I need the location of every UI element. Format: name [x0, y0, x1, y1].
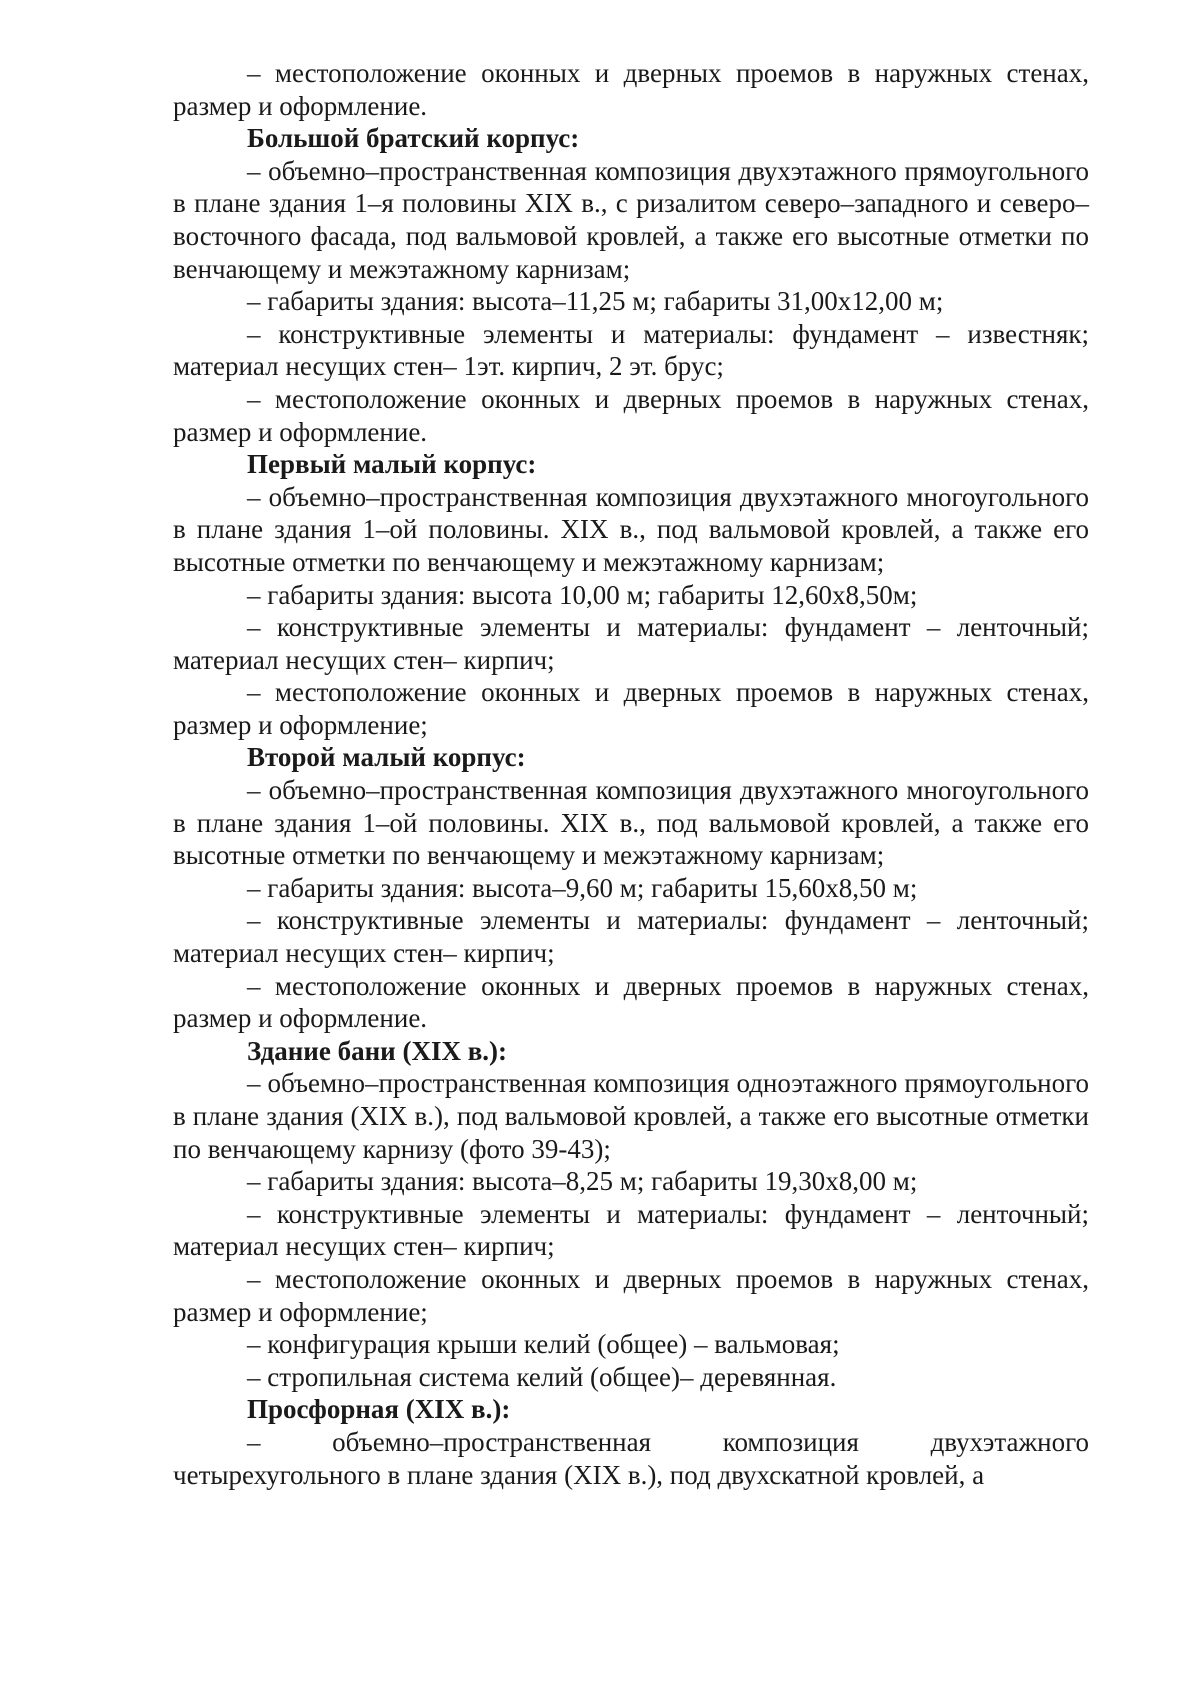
heading-vtoroy-maly-korpus: Второй малый корпус:	[247, 742, 526, 773]
para-rafter-system: – стропильная система келий (общее)– деревянная.	[247, 1361, 837, 1392]
para-window-door-openings-4: – местоположение оконных и дверных проемов в наружных стенах, размер и оформление.	[173, 970, 1089, 1034]
para-composition-bani: – объемно–пространственная композиция одноэтажного прямоугольного в плане здания (XIX в.), под вальмовой кровлей, а также его высотные отметки по венчающему карнизу (фото 39-43);	[173, 1068, 1089, 1164]
para-materials-bani: – конструктивные элементы и материалы: фундамент – ленточный; материал несущих стен– кирпич;	[173, 1198, 1089, 1262]
para-window-door-openings-5: – местоположение оконных и дверных проемов в наружных стенах, размер и оформление;	[173, 1263, 1089, 1327]
para-roof-configuration: – конфигурация крыши келий (общее) – вальмовая;	[247, 1329, 840, 1360]
para-composition-bolshoy: – объемно–пространственная композиция двухэтажного прямоугольного в плане здания 1–я половины XIX в., с ризалитом северо–западного и северо–восточного фасада, под вальмовой кровлей, а также его высотные отметки по венчающему и межэтажному карнизам;	[173, 155, 1089, 284]
para-dimensions-vtoroy: – габариты здания: высота–9,60 м; габариты 15,60х8,50 м;	[247, 872, 918, 903]
para-dimensions-bolshoy: – габариты здания: высота–11,25 м; габариты 31,00х12,00 м;	[247, 286, 944, 317]
para-dimensions-bani: – габариты здания: высота–8,25 м; габариты 19,30х8,00 м;	[247, 1166, 918, 1197]
para-composition-pervy: – объемно–пространственная композиция двухэтажного многоугольного в плане здания 1–ой половины. XIX в., под вальмовой кровлей, а также его высотные отметки по венчающему и межэтажному карнизам;	[173, 481, 1089, 577]
para-materials-pervy: – конструктивные элементы и материалы: фундамент – ленточный; материал несущих стен– кирпич;	[173, 612, 1089, 675]
para-window-door-openings-2: – местоположение оконных и дверных проемов в наружных стенах, размер и оформление.	[173, 383, 1089, 447]
heading-prosfornaya: Просфорная (XIX в.):	[247, 1394, 511, 1425]
heading-zdanie-bani: Здание бани (XIX в.):	[247, 1035, 508, 1066]
document-body	[173, 57, 1089, 1491]
para-dimensions-pervy: – габариты здания: высота 10,00 м; габариты 12,60х8,50м;	[247, 579, 918, 610]
para-composition-prosfornaya: – объемно–пространственная композиция двухэтажного четырехугольного в плане здания (XIX в.), под двухскатной кровлей, а	[173, 1426, 1089, 1490]
heading-bolshoy-bratsky-korpus: Большой братский корпус:	[247, 123, 580, 154]
para-window-door-openings-1: – местоположение оконных и дверных проемов в наружных стенах, размер и оформление.	[173, 58, 1089, 121]
para-window-door-openings-3: – местоположение оконных и дверных проемов в наружных стенах, размер и оформление;	[173, 677, 1089, 740]
para-materials-bolshoy: – конструктивные элементы и материалы: фундамент – известняк; материал несущих стен– 1эт. кирпич, 2 эт. брус;	[173, 318, 1089, 382]
para-composition-vtoroy: – объемно–пространственная композиция двухэтажного многоугольного в плане здания 1–ой половины. XIX в., под вальмовой кровлей, а также его высотные отметки по венчающему и межэтажному карнизам;	[173, 775, 1089, 871]
heading-pervy-maly-korpus: Первый малый корпус:	[247, 449, 537, 480]
para-materials-vtoroy: – конструктивные элементы и материалы: фундамент – ленточный; материал несущих стен– кирпич;	[173, 905, 1089, 969]
